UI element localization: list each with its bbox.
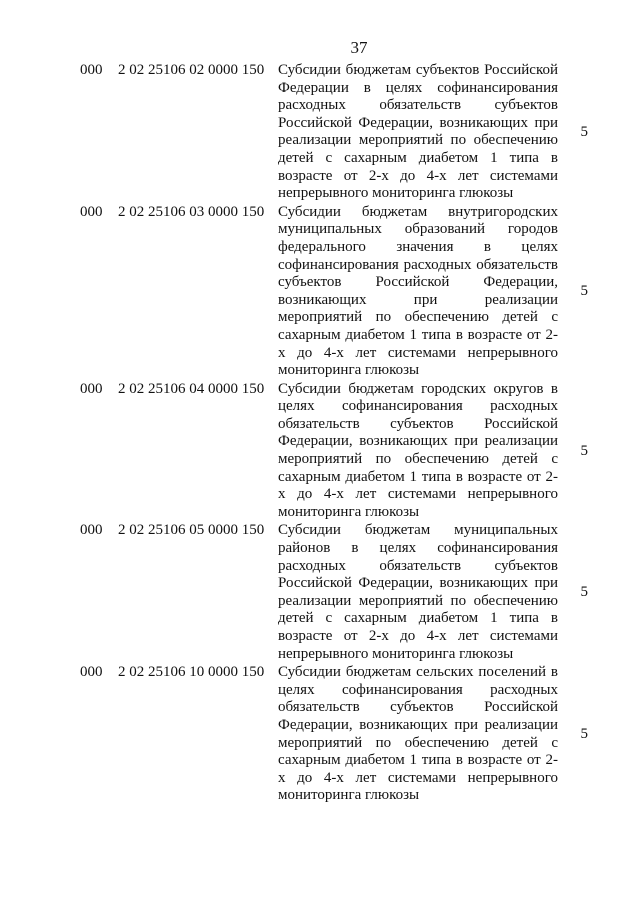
table-row [80,522,600,663]
income-name: Субсидии бюджетам субъектов Российской Федерации в целях софинансирования расходных обязательств субъектов Российской Федерации, возникающих при реализации мероприятий по обеспечению детей с сахарным диабетом 1 типа в возрасте от 2-х до 4-х лет системами непрерывного мониторинга глюкозы [278,62,558,202]
admin-code: 000 [80,62,103,78]
admin-code: 000 [80,203,103,220]
income-name: Субсидии бюджетам муниципальных районов в целях софинансирования расходных обязательств субъектов Российской Федерации, возникающих при реализации мероприятий по обеспечению детей с сахарным диабетом 1 типа в возрасте от 2-х до 4-х лет системами непрерывного мониторинга глюкозы [278,522,558,662]
income-name: Субсидии бюджетам внутригородских муниципальных образований городов федерального значения в целях софинансирования расходных обязательств субъектов Российской Федерации, возникающих при реализации мероприятий по обеспечению детей с сахарным диабетом 1 типа в возрасте от 2-х до 4-х лет системами непрерывного мониторинга глюкозы [278,203,558,379]
budget-classification-code: 2 02 25106 02 0000 150 [118,62,265,78]
table-row [80,664,600,805]
amount: 5 [580,283,588,300]
budget-classification-code: 2 02 25106 05 0000 150 [118,522,265,539]
budget-table [80,62,600,806]
amount: 5 [580,442,588,459]
table-row [80,381,600,522]
budget-classification-code: 2 02 25106 03 0000 150 [118,203,265,220]
income-name: Субсидии бюджетам сельских поселений в целях софинансирования расходных обязательств субъектов Российской Федерации, возникающих при реализации мероприятий по обеспечению детей с сахарным диабетом 1 типа в возрасте от 2-х до 4-х лет системами непрерывного мониторинга глюкозы [278,664,558,804]
income-name: Субсидии бюджетам городских округов в целях софинансирования расходных обязательств субъектов Российской Федерации, возникающих при реализации мероприятий по обеспечению детей с сахарным диабетом 1 типа в возрасте от 2-х до 4-х лет системами непрерывного мониторинга глюкозы [278,380,558,520]
page-number: 37 [350,38,368,57]
admin-code: 000 [80,664,103,681]
admin-code: 000 [80,380,103,397]
admin-code: 000 [80,522,103,539]
table-row [80,204,600,380]
budget-classification-code: 2 02 25106 10 0000 150 [118,664,265,681]
table-row [80,62,600,203]
amount: 5 [580,584,588,601]
amount: 5 [580,123,588,140]
amount: 5 [580,726,588,743]
budget-classification-code: 2 02 25106 04 0000 150 [118,380,265,397]
